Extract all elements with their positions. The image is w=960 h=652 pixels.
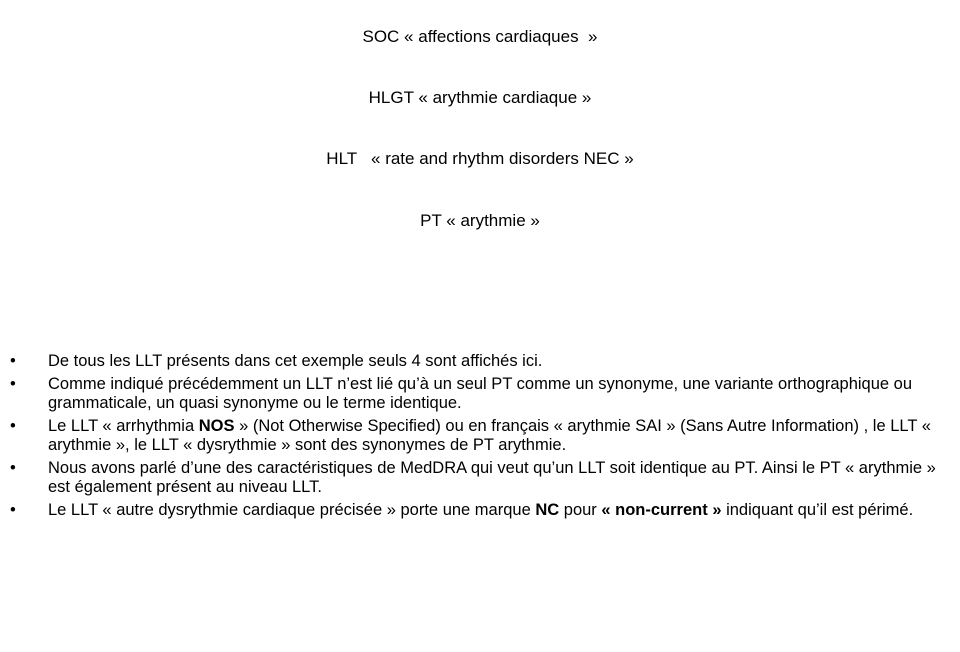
bullet-text: De tous les LLT présents dans cet exemple seuls 4 sont affichés ici. xyxy=(48,352,543,370)
bullet-text: indiquant qu’il est périmé. xyxy=(721,501,914,519)
bullet-dot-icon: • xyxy=(10,417,16,435)
hlt-level-label: HLT « rate and rhythm disorders NEC » xyxy=(326,149,634,168)
notes-bullet-list xyxy=(0,352,960,524)
bullet-item-llt-linked-pt xyxy=(0,375,960,413)
hlgt-level-label: HLGT « arythmie cardiaque » xyxy=(368,88,592,107)
bullet-dot-icon: • xyxy=(10,352,16,370)
bullet-dot-icon: • xyxy=(10,501,16,519)
pt-level-label: PT « arythmie » xyxy=(420,211,540,230)
bullet-item-synonyms xyxy=(0,417,960,455)
bullet-item-displayed-llt xyxy=(0,352,960,371)
bullet-dot-icon: • xyxy=(10,375,16,393)
bullet-text: Comme indiqué précédemment un LLT n’est lié qu’à un seul PT comme un synonyme, une variante orthographique ou grammaticale, un quasi synonyme ou le terme identique. xyxy=(48,375,913,412)
bullet-dot-icon: • xyxy=(10,459,16,477)
bullet-text: pour xyxy=(559,501,602,519)
bullet-text: » (Not Otherwise Specified) ou en français « arythmie SAI » (Sans Autre Information) , le LLT « arythmie », le LLT « dysrythmie » sont des synonymes de PT arythmie. xyxy=(48,417,931,454)
bullet-text: Nous avons parlé d’une des caractéristiques de MedDRA qui veut qu’un LLT soit identique au PT. Ainsi le PT « arythmie » est également présent au niveau LLT. xyxy=(48,459,936,496)
bullet-text: Le LLT « autre dysrythmie cardiaque précisée » porte une marque xyxy=(48,501,536,519)
soc-level-label: SOC « affections cardiaques » xyxy=(362,27,598,46)
bullet-text-bold: NOS xyxy=(198,417,235,435)
bullet-item-identical-llt xyxy=(0,459,960,497)
bullet-text-bold: « non-current » xyxy=(601,501,722,519)
bullet-item-non-current xyxy=(0,501,960,520)
bullet-text-bold: NC xyxy=(535,501,560,519)
bullet-text: Le LLT « arrhythmia xyxy=(48,417,199,435)
